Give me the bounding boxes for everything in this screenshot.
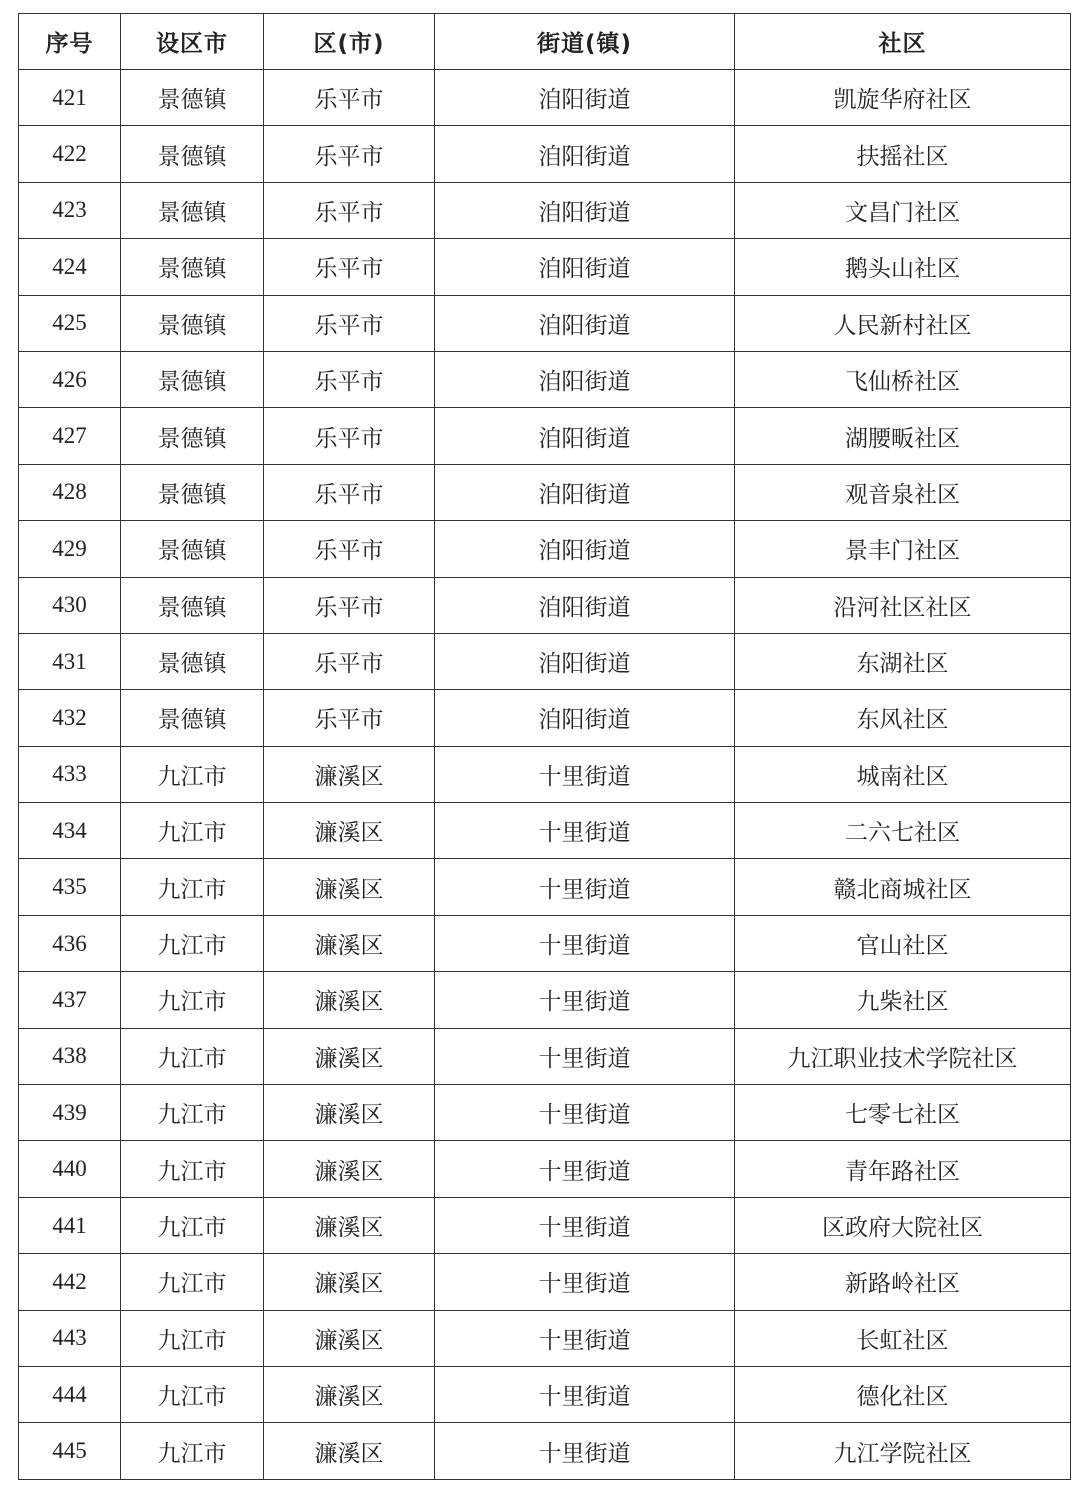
table-row [19, 1366, 1071, 1422]
table-row [19, 1254, 1071, 1310]
cell-community: 扶摇社区 [735, 126, 1071, 182]
cell-district: 濂溪区 [264, 915, 435, 971]
table-body [19, 70, 1071, 1480]
cell-community: 青年路社区 [735, 1141, 1071, 1197]
cell-city: 景德镇 [121, 182, 264, 238]
cell-city: 九江市 [121, 1423, 264, 1479]
cell-community: 东湖社区 [735, 633, 1071, 689]
table-row [19, 1028, 1071, 1084]
header-city: 设区市 [121, 14, 264, 70]
table-row [19, 70, 1071, 126]
table-row [19, 633, 1071, 689]
cell-street: 洎阳街道 [435, 521, 735, 577]
cell-city: 九江市 [121, 1085, 264, 1141]
table-row [19, 1141, 1071, 1197]
cell-community: 官山社区 [735, 915, 1071, 971]
cell-street: 十里街道 [435, 972, 735, 1028]
cell-district: 濂溪区 [264, 1423, 435, 1479]
header-index: 序号 [19, 14, 121, 70]
cell-street: 洎阳街道 [435, 351, 735, 407]
cell-street: 十里街道 [435, 1254, 735, 1310]
cell-district: 濂溪区 [264, 1197, 435, 1253]
cell-city: 景德镇 [121, 70, 264, 126]
cell-street: 十里街道 [435, 746, 735, 802]
table-row [19, 1310, 1071, 1366]
cell-index: 434 [19, 803, 121, 859]
cell-community: 湖腰畈社区 [735, 408, 1071, 464]
cell-district: 濂溪区 [264, 1028, 435, 1084]
cell-street: 十里街道 [435, 1366, 735, 1422]
cell-index: 424 [19, 239, 121, 295]
cell-community: 人民新村社区 [735, 295, 1071, 351]
cell-community: 凯旋华府社区 [735, 70, 1071, 126]
cell-city: 九江市 [121, 746, 264, 802]
cell-index: 421 [19, 70, 121, 126]
cell-street: 洎阳街道 [435, 126, 735, 182]
cell-index: 442 [19, 1254, 121, 1310]
cell-index: 432 [19, 690, 121, 746]
cell-street: 十里街道 [435, 1197, 735, 1253]
cell-street: 十里街道 [435, 1310, 735, 1366]
cell-city: 景德镇 [121, 464, 264, 520]
cell-district: 濂溪区 [264, 1141, 435, 1197]
cell-community: 东风社区 [735, 690, 1071, 746]
cell-city: 景德镇 [121, 408, 264, 464]
cell-street: 洎阳街道 [435, 295, 735, 351]
cell-district: 乐平市 [264, 351, 435, 407]
cell-city: 九江市 [121, 915, 264, 971]
cell-city: 九江市 [121, 1310, 264, 1366]
cell-street: 十里街道 [435, 1423, 735, 1479]
cell-index: 426 [19, 351, 121, 407]
cell-index: 445 [19, 1423, 121, 1479]
cell-district: 乐平市 [264, 70, 435, 126]
table-row [19, 351, 1071, 407]
cell-community: 九江学院社区 [735, 1423, 1071, 1479]
cell-district: 濂溪区 [264, 803, 435, 859]
cell-street: 十里街道 [435, 1085, 735, 1141]
cell-index: 428 [19, 464, 121, 520]
cell-index: 437 [19, 972, 121, 1028]
header-street: 街道(镇) [435, 14, 735, 70]
cell-street: 十里街道 [435, 1141, 735, 1197]
cell-community: 七零七社区 [735, 1085, 1071, 1141]
cell-district: 濂溪区 [264, 1310, 435, 1366]
cell-community: 沿河社区社区 [735, 577, 1071, 633]
cell-community: 新路岭社区 [735, 1254, 1071, 1310]
cell-street: 洎阳街道 [435, 464, 735, 520]
table-row [19, 295, 1071, 351]
cell-city: 景德镇 [121, 690, 264, 746]
cell-index: 423 [19, 182, 121, 238]
cell-community: 赣北商城社区 [735, 859, 1071, 915]
cell-community: 景丰门社区 [735, 521, 1071, 577]
header-community: 社区 [735, 14, 1071, 70]
cell-district: 乐平市 [264, 182, 435, 238]
table-row [19, 1197, 1071, 1253]
cell-city: 九江市 [121, 1254, 264, 1310]
community-list-sheet [18, 13, 1070, 1480]
cell-street: 洎阳街道 [435, 408, 735, 464]
cell-district: 濂溪区 [264, 746, 435, 802]
cell-street: 十里街道 [435, 803, 735, 859]
cell-index: 429 [19, 521, 121, 577]
cell-index: 435 [19, 859, 121, 915]
cell-district: 乐平市 [264, 239, 435, 295]
table-row [19, 972, 1071, 1028]
cell-city: 景德镇 [121, 239, 264, 295]
cell-district: 濂溪区 [264, 859, 435, 915]
cell-community: 德化社区 [735, 1366, 1071, 1422]
cell-index: 427 [19, 408, 121, 464]
cell-city: 九江市 [121, 972, 264, 1028]
cell-district: 乐平市 [264, 295, 435, 351]
cell-index: 444 [19, 1366, 121, 1422]
cell-index: 438 [19, 1028, 121, 1084]
cell-district: 乐平市 [264, 408, 435, 464]
cell-community: 九江职业技术学院社区 [735, 1028, 1071, 1084]
cell-index: 440 [19, 1141, 121, 1197]
cell-community: 二六七社区 [735, 803, 1071, 859]
cell-index: 436 [19, 915, 121, 971]
cell-index: 425 [19, 295, 121, 351]
table-row [19, 1085, 1071, 1141]
community-table [18, 13, 1071, 1480]
header-row [19, 14, 1071, 70]
cell-street: 洎阳街道 [435, 577, 735, 633]
table-row [19, 521, 1071, 577]
cell-city: 九江市 [121, 859, 264, 915]
cell-street: 洎阳街道 [435, 633, 735, 689]
cell-district: 乐平市 [264, 633, 435, 689]
cell-community: 九柴社区 [735, 972, 1071, 1028]
header-district: 区(市) [264, 14, 435, 70]
cell-index: 422 [19, 126, 121, 182]
cell-city: 景德镇 [121, 633, 264, 689]
cell-street: 十里街道 [435, 915, 735, 971]
cell-city: 景德镇 [121, 126, 264, 182]
cell-city: 景德镇 [121, 577, 264, 633]
cell-district: 濂溪区 [264, 1366, 435, 1422]
cell-city: 九江市 [121, 1028, 264, 1084]
table-row [19, 239, 1071, 295]
cell-street: 洎阳街道 [435, 690, 735, 746]
cell-community: 鹅头山社区 [735, 239, 1071, 295]
cell-city: 九江市 [121, 1141, 264, 1197]
cell-community: 飞仙桥社区 [735, 351, 1071, 407]
table-row [19, 1423, 1071, 1479]
cell-city: 景德镇 [121, 295, 264, 351]
cell-index: 441 [19, 1197, 121, 1253]
cell-city: 九江市 [121, 1197, 264, 1253]
cell-street: 洎阳街道 [435, 70, 735, 126]
cell-street: 洎阳街道 [435, 239, 735, 295]
cell-district: 乐平市 [264, 126, 435, 182]
cell-district: 濂溪区 [264, 972, 435, 1028]
cell-district: 乐平市 [264, 464, 435, 520]
cell-community: 区政府大院社区 [735, 1197, 1071, 1253]
table-row [19, 182, 1071, 238]
cell-index: 439 [19, 1085, 121, 1141]
cell-community: 城南社区 [735, 746, 1071, 802]
cell-district: 濂溪区 [264, 1254, 435, 1310]
cell-street: 十里街道 [435, 1028, 735, 1084]
cell-city: 景德镇 [121, 351, 264, 407]
cell-street: 十里街道 [435, 859, 735, 915]
cell-community: 文昌门社区 [735, 182, 1071, 238]
table-row [19, 577, 1071, 633]
cell-city: 九江市 [121, 803, 264, 859]
table-row [19, 464, 1071, 520]
table-row [19, 126, 1071, 182]
cell-district: 乐平市 [264, 521, 435, 577]
table-header [19, 14, 1071, 70]
cell-index: 443 [19, 1310, 121, 1366]
cell-street: 洎阳街道 [435, 182, 735, 238]
cell-community: 长虹社区 [735, 1310, 1071, 1366]
cell-city: 九江市 [121, 1366, 264, 1422]
table-row [19, 746, 1071, 802]
table-row [19, 690, 1071, 746]
table-row [19, 859, 1071, 915]
cell-community: 观音泉社区 [735, 464, 1071, 520]
cell-district: 乐平市 [264, 690, 435, 746]
cell-district: 濂溪区 [264, 1085, 435, 1141]
table-row [19, 803, 1071, 859]
cell-city: 景德镇 [121, 521, 264, 577]
cell-district: 乐平市 [264, 577, 435, 633]
table-row [19, 408, 1071, 464]
cell-index: 431 [19, 633, 121, 689]
cell-index: 430 [19, 577, 121, 633]
cell-index: 433 [19, 746, 121, 802]
table-row [19, 915, 1071, 971]
